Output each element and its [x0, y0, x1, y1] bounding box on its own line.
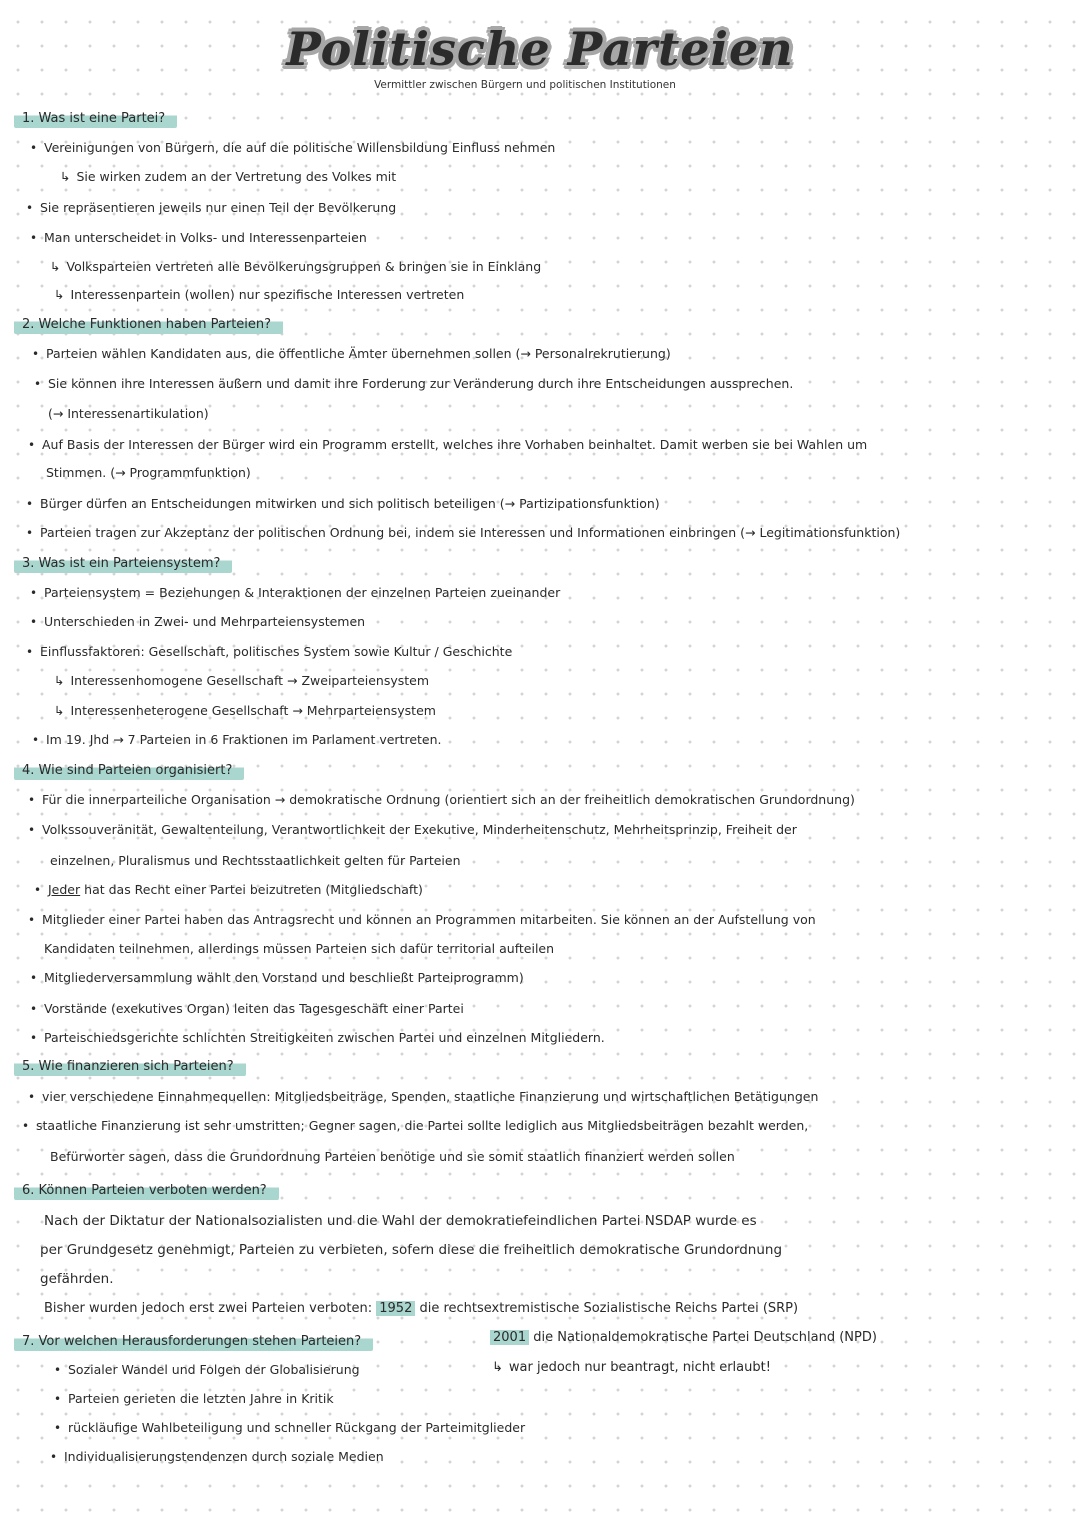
s5-bullet-2-cont: Befürworter sagen, dass die Grundordnung Parteien benötige und sie somit staatlich finanziert werden sollen	[50, 1149, 735, 1164]
s4-bullet-5: • Mitgliederversammlung wählt den Vorstand und beschließt Parteiprogramm)	[44, 970, 524, 986]
s1-bullet-3-sub-1: ↳ Volksparteien vertreten alle Bevölkerungsgruppen & bringen sie in Einklang	[50, 259, 542, 274]
section-5-heading: 5. Wie finanzieren sich Parteien?	[14, 1058, 246, 1076]
s1-bullet-1: • Vereinigungen von Bürgern, die auf die politische Willensbildung Einfluss nehmen	[44, 140, 555, 156]
s4-bullet-7: • Parteischiedsgerichte schlichten Streitigkeiten zwischen Partei und einzelnen Mitgliedern.	[44, 1030, 605, 1046]
s3-bullet-3-sub-2: ↳ Interessenheterogene Gesellschaft → Mehrparteiensystem	[54, 703, 436, 718]
s2-bullet-3-cont: Stimmen. (→ Programmfunktion)	[46, 465, 251, 480]
arrow-icon: ↳	[54, 287, 65, 302]
s7-bullet-3: • rückläufige Wahlbeteiligung und schneller Rückgang der Parteimitglieder	[68, 1420, 525, 1436]
arrow-icon: ↳	[50, 259, 61, 274]
s3-bullet-3-sub-1: ↳ Interessenhomogene Gesellschaft → Zweiparteiensystem	[54, 673, 430, 688]
s5-bullet-2: • staatliche Finanzierung ist sehr umstritten; Gegner sagen, die Partei sollte lediglich aus Mitgliedsbeiträgen bezahlt werden,	[36, 1118, 808, 1134]
s3-bullet-2: • Unterschieden in Zwei- und Mehrparteiensystemen	[44, 614, 365, 630]
s2-bullet-4: • Bürger dürfen an Entscheidungen mitwirken und sich politisch beteiligen (→ Partizipationsfunktion)	[40, 496, 660, 512]
s1-bullet-2: • Sie repräsentieren jeweils nur einen Teil der Bevölkerung	[40, 200, 396, 216]
s6-line-4: Bisher wurden jedoch erst zwei Parteien verboten: 1952 die rechtsextremistische Sozialistische Reichs Partei (SRP)	[44, 1301, 799, 1316]
s4-bullet-4: • Mitglieder einer Partei haben das Antragsrecht und können an Programmen mitarbeiten. Sie können an der Aufstellung von	[42, 912, 816, 928]
section-4-heading: 4. Wie sind Parteien organisiert?	[14, 762, 244, 780]
page-title: Politische Parteien	[286, 22, 794, 76]
section-2-heading: 2. Welche Funktionen haben Parteien?	[14, 316, 283, 334]
s4-bullet-2: • Volkssouveränität, Gewaltenteilung, Verantwortlichkeit der Exekutive, Minderheitenschutz, Mehrheitsprinzip, Freiheit der	[42, 822, 797, 838]
arrow-icon: ↳	[492, 1360, 503, 1375]
section-6-heading: 6. Können Parteien verboten werden?	[14, 1182, 279, 1200]
s7-bullet-4: • Individualisierungstendenzen durch soziale Medien	[64, 1449, 384, 1465]
s6-line-3: gefährden.	[40, 1271, 114, 1287]
s1-bullet-3-sub-2: ↳ Interessenpartein (wollen) nur spezifische Interessen vertreten	[54, 287, 465, 302]
s7-bullet-2: • Parteien gerieten die letzten Jahre in Kritik	[68, 1391, 334, 1407]
s2-bullet-3: • Auf Basis der Interessen der Bürger wird ein Programm erstellt, welches ihre Vorhaben beinhaltet. Damit werben sie bei Wahlen um	[42, 437, 867, 453]
s4-bullet-3: • Jeder hat das Recht einer Partei beizutreten (Mitgliedschaft)	[48, 882, 423, 898]
s3-bullet-1: • Parteiensystem = Beziehungen & Interaktionen der einzelnen Parteien zueinander	[44, 585, 560, 601]
s6-line-2: per Grundgesetz genehmigt, Parteien zu verbieten, sofern diese die freiheitlich demokratische Grundordnung	[40, 1242, 783, 1258]
s4-bullet-4-cont: Kandidaten teilnehmen, allerdings müssen Parteien sich dafür territorial aufteilen	[44, 941, 555, 956]
s4-bullet-2-cont: einzelnen, Pluralismus und Rechtsstaatlichkeit gelten für Parteien	[50, 853, 461, 868]
s2-bullet-2: • Sie können ihre Interessen äußern und damit ihre Forderung zur Veränderung durch ihre Entscheidungen aussprechen.	[48, 376, 793, 392]
arrow-icon: ↳	[54, 673, 65, 688]
arrow-icon: ↳	[54, 703, 65, 718]
s3-bullet-3: • Einflussfaktoren: Gesellschaft, politisches System sowie Kultur / Geschichte	[40, 644, 512, 660]
s2-bullet-2-cont: (→ Interessenartikulation)	[48, 406, 209, 421]
section-3-heading: 3. Was ist ein Parteiensystem?	[14, 555, 232, 573]
s1-bullet-3: • Man unterscheidet in Volks- und Interessenparteien	[44, 230, 367, 246]
s6-line-1: Nach der Diktatur der Nationalsozialisten und die Wahl der demokratiefeindlichen Partei NSDAP wurde es	[44, 1213, 757, 1229]
page-subtitle: Vermittler zwischen Bürgern und politischen Institutionen	[374, 79, 676, 91]
s6-line-5: 2001 die Nationaldemokratische Partei Deutschland (NPD)	[490, 1330, 877, 1346]
s4-bullet-6: • Vorstände (exekutives Organ) leiten das Tagesgeschäft einer Partei	[44, 1001, 464, 1017]
section-1-heading: 1. Was ist eine Partei?	[14, 110, 177, 128]
section-7-heading: 7. Vor welchen Herausforderungen stehen Parteien?	[14, 1333, 373, 1351]
arrow-icon: ↳	[60, 169, 71, 184]
s6-line-6: ↳ war jedoch nur beantragt, nicht erlaubt!	[492, 1360, 771, 1375]
s1-bullet-1-sub: ↳ Sie wirken zudem an der Vertretung des Volkes mit	[60, 169, 397, 184]
s2-bullet-5: • Parteien tragen zur Akzeptanz der politischen Ordnung bei, indem sie Interessen und Informationen einbringen (→ Legitimationsfunktion)	[40, 525, 900, 541]
s3-bullet-4: • Im 19. Jhd → 7 Parteien in 6 Fraktionen im Parlament vertreten.	[46, 732, 442, 748]
s2-bullet-1: • Parteien wählen Kandidaten aus, die öffentliche Ämter übernehmen sollen (→ Personalrekrutierung)	[46, 346, 671, 362]
s5-bullet-1: • vier verschiedene Einnahmequellen: Mitgliedsbeiträge, Spenden, staatliche Finanzierung und wirtschaftlichen Betätigungen	[42, 1089, 818, 1105]
s7-bullet-1: • Sozialer Wandel und Folgen der Globalisierung	[68, 1362, 360, 1378]
s4-bullet-1: • Für die innerparteiliche Organisation → demokratische Ordnung (orientiert sich an der freiheitlich demokratischen Grundordnung)	[42, 792, 855, 808]
